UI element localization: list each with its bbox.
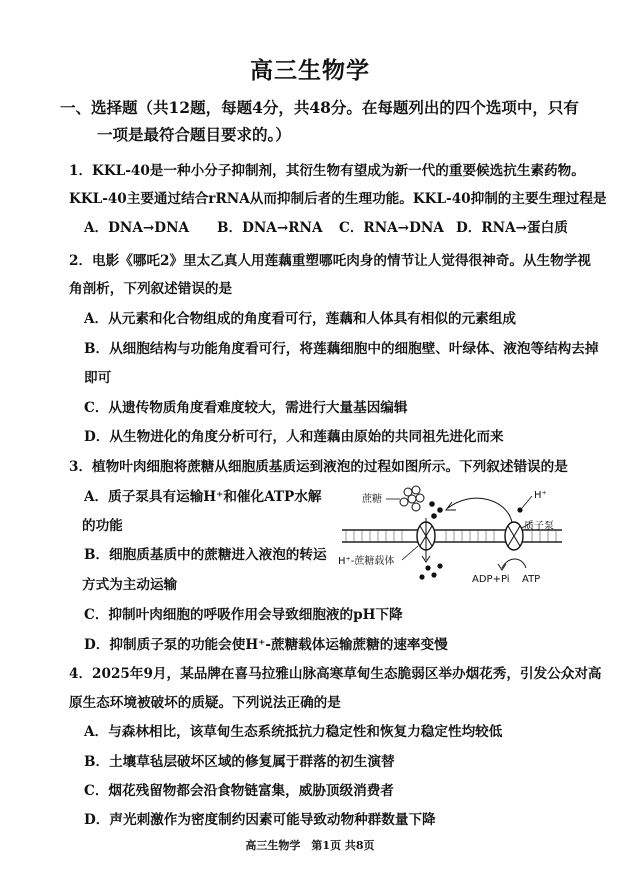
q2-option-a: A．从元素和化合物组成的角度看可行，莲藕和人体具有相似的元素组成: [84, 311, 516, 327]
section-heading-line1: 一、选择题（共12题，每题4分，共48分。在每题列出的四个选项中，只有: [60, 98, 579, 117]
section-heading: [60, 94, 590, 148]
q2-option-b-line2: 即可: [84, 370, 112, 386]
q2-stem-line2: 角剖析，下列叙述错误的是: [69, 281, 233, 297]
page-title: 高三生物学: [250, 57, 370, 84]
q1-option-a: A．DNA→DNA: [84, 220, 190, 236]
sucrose-label: 蔗糖: [362, 494, 382, 505]
q3-option-b-line2: 方式为主动运输: [82, 577, 178, 593]
q4-option-b: B．土壤草毡层破坏区域的修复属于群落的初生演替: [84, 754, 395, 770]
q1-stem-line2: KKL-40主要通过结合rRNA从而抑制后者的生理功能。KKL-40抑制的主要生理过程是: [69, 191, 607, 207]
q2-option-c: C．从遗传物质角度看难度较大，需进行大量基因编辑: [84, 400, 408, 416]
adp-pi-label: ADP+Pi: [472, 574, 510, 585]
q3-option-b-line1: B．细胞质基质中的蔗糖进入液泡的转运: [84, 547, 327, 563]
h-ion-label: H⁺: [534, 490, 547, 501]
q4-option-c: C．烟花残留物都会沿食物链富集，威胁顶级消费者: [84, 783, 394, 799]
q4-option-d: D．声光刺激作为密度制约因素可能导致动物种群数量下降: [84, 812, 436, 828]
h-ion-dot-icon: [517, 507, 522, 512]
q1-option-d: D．RNA→蛋白质: [456, 220, 568, 236]
q3-option-a-line2: 的功能: [82, 518, 123, 534]
proton-dots-icon: [429, 501, 443, 519]
q4-stem-line2: 原生态环境被破坏的质疑。下列说法正确的是: [69, 695, 341, 711]
q1-option-c: C．RNA→DNA: [339, 220, 444, 236]
atp-label: ATP: [522, 574, 541, 585]
proton-pump-label: 质子泵: [524, 521, 554, 532]
page-footer: 高三生物学 第1页 共8页: [245, 839, 375, 852]
q4-option-a: A．与森林相比，该草甸生态系统抵抗力稳定性和恢复力稳定性均较低: [84, 724, 503, 740]
q3-option-d: D．抑制质子泵的功能会使H⁺-蔗糖载体运输蔗糖的速率变慢: [84, 637, 448, 653]
q3-stem: 3．植物叶肉细胞将蔗糖从细胞质基质运到液泡的过程如图所示。下列叙述错误的是: [69, 459, 568, 475]
q2-stem-line1: 2．电影《哪吒2》里太乙真人用莲藕重塑哪吒肉身的情节让人觉得很神奇。从生物学视: [69, 253, 591, 269]
membrane-texture: [346, 531, 556, 541]
q3-option-a-line1: A．质子泵具有运输H⁺和催化ATP水解: [84, 489, 322, 505]
section-heading-line2: 一项是最符合题目要求的。）: [97, 125, 291, 144]
q4-stem-line1: 4．2025年9月，某品牌在喜马拉雅山脉高寒草甸生态脆弱区举办烟花秀，引发公众对高: [69, 666, 602, 682]
q2-option-d: D．从生物进化的角度分析可行，人和莲藕由原始的共同祖先进化而来: [84, 429, 504, 445]
q1-options: [84, 219, 568, 237]
q3-option-c: C．抑制叶肉细胞的呼吸作用会导致细胞液的pH下降: [84, 607, 403, 623]
proton-return-arrow: [448, 498, 512, 522]
sucrose-molecules-icon: [400, 486, 424, 511]
q2-option-b-line1: B．从细胞结构与功能角度看可行，将莲藕细胞中的细胞壁、叶绿体、液泡等结构去掉: [84, 341, 599, 357]
q1-stem-line1: 1．KKL-40是一种小分子抑制剂，其衍生物有望成为新一代的重要候选抗生素药物。: [69, 163, 585, 179]
carrier-output-dots-icon: [419, 563, 442, 579]
carrier-label: H⁺-蔗糖载体: [338, 556, 395, 567]
q3-transport-figure: [336, 480, 568, 600]
q1-option-b: B．DNA→RNA: [217, 220, 323, 236]
atp-hydrolysis-arrow: [502, 559, 526, 568]
